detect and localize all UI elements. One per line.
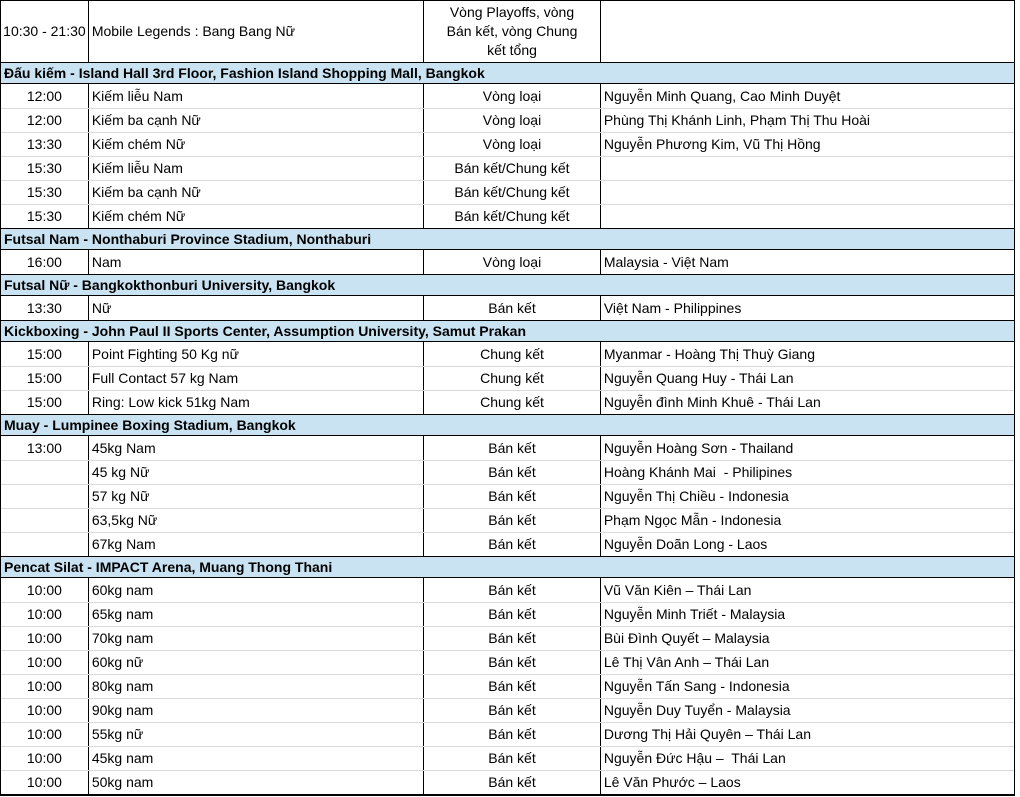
section-header-row — [1, 62, 1014, 84]
time-cell-text: 15:30 — [26, 160, 62, 176]
participants-cell-text: Lê Thị Vân Anh – Thái Lan — [603, 654, 770, 670]
round-cell-text: Bán kết — [488, 488, 536, 504]
section-title: Futsal Nam - Nonthaburi Province Stadium, Nonthaburi — [4, 231, 372, 247]
participants-cell-text: Bùi Đình Quyết – Malaysia — [603, 630, 770, 646]
round-cell-text: Bán kết — [488, 774, 536, 790]
round-cell-text: Bán kết — [488, 581, 536, 598]
round-cell — [424, 436, 601, 460]
time-cell-text: 10:00 — [26, 630, 62, 646]
participants-cell-text: Vũ Văn Kiên – Thái Lan — [603, 581, 752, 598]
event-cell — [89, 771, 424, 794]
round-cell — [424, 699, 601, 722]
table-row — [1, 484, 1014, 508]
table-row — [1, 532, 1014, 556]
time-cell — [1, 133, 89, 156]
round-cell — [424, 603, 601, 626]
round-cell — [424, 771, 601, 794]
event-cell — [89, 509, 424, 532]
participants-cell — [601, 84, 1014, 108]
participants-cell — [601, 342, 1014, 366]
time-cell-text: 15:00 — [26, 345, 62, 362]
participants-cell — [601, 578, 1014, 602]
time-cell-text: 13:30 — [26, 299, 62, 316]
round-cell — [424, 675, 601, 698]
event-cell — [89, 1, 424, 62]
time-cell-text: 12:00 — [26, 112, 62, 128]
event-cell-text: 45 kg Nữ — [91, 464, 150, 480]
event-cell-text: Kiếm chém Nữ — [91, 136, 186, 152]
participants-cell-text: Việt Nam - Philippines — [603, 299, 742, 316]
event-cell — [89, 342, 424, 366]
time-cell — [1, 747, 89, 770]
event-cell-text: Ring: Low kick 51kg Nam — [91, 394, 250, 410]
event-cell-text: Kiếm liễu Nam — [91, 160, 183, 176]
round-cell — [424, 181, 601, 204]
time-cell — [1, 296, 89, 320]
table-row — [1, 250, 1014, 274]
event-cell — [89, 485, 424, 508]
event-cell-text: 90kg nam — [91, 702, 154, 718]
event-cell — [89, 699, 424, 722]
event-cell — [89, 205, 424, 228]
table-row — [1, 770, 1014, 794]
participants-cell — [601, 181, 1014, 204]
time-cell — [1, 367, 89, 390]
table-row — [1, 108, 1014, 132]
table-row — [1, 156, 1014, 180]
time-cell-text: 10:00 — [26, 581, 62, 598]
round-cell-text: Chung kết — [480, 345, 544, 362]
participants-cell-text: Nguyễn Minh Quang, Cao Minh Duyệt — [603, 87, 841, 104]
event-cell-text: Nữ — [91, 299, 112, 316]
time-cell — [1, 485, 89, 508]
table-row — [1, 674, 1014, 698]
section-title: Muay - Lumpinee Boxing Stadium, Bangkok — [4, 417, 296, 433]
event-cell — [89, 181, 424, 204]
time-cell-text: 13:30 — [26, 136, 62, 152]
time-cell — [1, 723, 89, 746]
time-cell — [1, 181, 89, 204]
time-cell — [1, 1, 89, 62]
time-cell — [1, 578, 89, 602]
event-cell-text: 60kg nam — [91, 581, 154, 598]
time-cell — [1, 509, 89, 532]
round-cell-text: Bán kết — [488, 536, 536, 552]
participants-cell-text: Nguyễn Hoàng Sơn - Thailand — [603, 439, 794, 456]
round-cell-text: Bán kết — [488, 606, 536, 622]
round-cell — [424, 461, 601, 484]
participants-cell — [601, 747, 1014, 770]
table-row — [1, 436, 1014, 460]
table-row — [1, 460, 1014, 484]
time-cell-text: 15:30 — [26, 184, 62, 200]
participants-cell-text: Nguyễn Minh Triết - Malaysia — [603, 606, 786, 622]
table-row — [1, 650, 1014, 674]
participants-cell-text: Lê Văn Phước – Laos — [603, 774, 741, 790]
event-cell-text: 45kg Nam — [91, 439, 156, 456]
round-cell-text: Bán kết — [488, 299, 536, 316]
event-cell — [89, 723, 424, 746]
table-row — [1, 366, 1014, 390]
time-cell — [1, 533, 89, 556]
section-title: Futsal Nữ - Bangkokthonburi University, Bangkok — [4, 277, 336, 293]
table-row — [1, 722, 1014, 746]
participants-cell-text: Hoàng Khánh Mai - Philipines — [603, 464, 793, 480]
round-cell — [424, 533, 601, 556]
table-row — [1, 180, 1014, 204]
event-cell — [89, 578, 424, 602]
round-cell-text: Bán kết — [488, 439, 536, 456]
participants-cell-text: Malaysia - Việt Nam — [603, 253, 729, 270]
event-cell — [89, 675, 424, 698]
participants-cell — [601, 533, 1014, 556]
participants-cell — [601, 157, 1014, 180]
section-header-row — [1, 556, 1014, 578]
event-cell-text: 60kg nữ — [91, 654, 144, 670]
round-cell — [424, 342, 601, 366]
round-cell — [424, 157, 601, 180]
time-cell — [1, 157, 89, 180]
event-cell — [89, 296, 424, 320]
event-cell — [89, 533, 424, 556]
participants-cell-text: Phạm Ngọc Mẫn - Indonesia — [603, 512, 782, 528]
time-cell-text: 16:00 — [26, 253, 62, 270]
time-cell-text: 12:00 — [26, 87, 62, 104]
event-cell — [89, 109, 424, 132]
table-row — [1, 390, 1014, 414]
round-cell — [424, 205, 601, 228]
time-cell — [1, 461, 89, 484]
round-cell-text: Vòng loại — [482, 87, 542, 104]
participants-cell — [601, 627, 1014, 650]
time-cell — [1, 84, 89, 108]
participants-cell-text: Myanmar - Hoàng Thị Thuỳ Giang — [603, 345, 815, 362]
participants-cell — [601, 109, 1014, 132]
table-row — [1, 204, 1014, 228]
time-cell — [1, 603, 89, 626]
event-cell — [89, 367, 424, 390]
table-row — [1, 1, 1014, 62]
event-cell-text: 45kg nam — [91, 750, 154, 766]
round-cell-text: Vòng Playoffs, vòng Bán kết, vòng Chung kết tổng — [446, 4, 582, 58]
event-cell — [89, 157, 424, 180]
participants-cell — [601, 250, 1014, 274]
round-cell — [424, 250, 601, 274]
round-cell-text: Bán kết — [488, 750, 536, 766]
round-cell-text: Bán kết/Chung kết — [454, 160, 570, 176]
participants-cell — [601, 205, 1014, 228]
participants-cell — [601, 485, 1014, 508]
time-cell-text: 10:00 — [26, 606, 62, 622]
event-cell-text: 57 kg Nữ — [91, 488, 150, 504]
round-cell-text: Bán kết — [488, 726, 536, 742]
table-row — [1, 698, 1014, 722]
event-cell — [89, 603, 424, 626]
time-cell-text: 10:30 - 21:30 — [3, 23, 86, 39]
table-row — [1, 508, 1014, 532]
section-header-row — [1, 320, 1014, 342]
participants-cell-text: Nguyễn Thị Chiều - Indonesia — [603, 488, 789, 504]
time-cell — [1, 436, 89, 460]
section-title: Đấu kiếm - Island Hall 3rd Floor, Fashion Island Shopping Mall, Bangkok — [4, 65, 485, 81]
participants-cell — [601, 391, 1014, 414]
event-cell — [89, 651, 424, 674]
round-cell — [424, 747, 601, 770]
time-cell-text: 15:00 — [26, 394, 62, 410]
round-cell — [424, 1, 601, 62]
participants-cell-text: Nguyễn Tấn Sang - Indonesia — [603, 678, 790, 694]
section-title: Kickboxing - John Paul II Sports Center, Assumption University, Samut Prakan — [4, 323, 526, 339]
section-header-row — [1, 228, 1014, 250]
event-cell-text: Full Contact 57 kg Nam — [91, 370, 239, 386]
participants-cell-text: Nguyễn Duy Tuyển - Malaysia — [603, 702, 791, 718]
time-cell — [1, 250, 89, 274]
event-cell-text: Point Fighting 50 Kg nữ — [91, 345, 239, 362]
round-cell — [424, 391, 601, 414]
round-cell-text: Bán kết — [488, 678, 536, 694]
round-cell-text: Vòng loại — [482, 112, 542, 128]
event-cell-text: 65kg nam — [91, 606, 154, 622]
participants-cell — [601, 1, 1014, 62]
event-cell-text: 67kg Nam — [91, 536, 156, 552]
event-cell — [89, 133, 424, 156]
participants-cell — [601, 723, 1014, 746]
table-row — [1, 132, 1014, 156]
round-cell-text: Bán kết — [488, 702, 536, 718]
time-cell — [1, 771, 89, 794]
event-cell-text: Nam — [91, 253, 122, 270]
time-cell — [1, 699, 89, 722]
event-cell-text: 80kg nam — [91, 678, 154, 694]
participants-cell-text: Phùng Thị Khánh Linh, Phạm Thị Thu Hoài — [603, 112, 871, 128]
time-cell-text: 10:00 — [26, 678, 62, 694]
participants-cell-text: Nguyễn đình Minh Khuê - Thái Lan — [603, 394, 821, 410]
participants-cell — [601, 675, 1014, 698]
table-row — [1, 84, 1014, 108]
time-cell-text: 10:00 — [26, 654, 62, 670]
time-cell-text: 13:00 — [26, 439, 62, 456]
participants-cell — [601, 603, 1014, 626]
participants-cell — [601, 651, 1014, 674]
round-cell — [424, 578, 601, 602]
time-cell — [1, 205, 89, 228]
event-cell — [89, 461, 424, 484]
event-cell-text: Mobile Legends : Bang Bang Nữ — [91, 23, 295, 39]
table-row — [1, 296, 1014, 320]
event-cell-text: 63,5kg Nữ — [91, 512, 158, 528]
round-cell-text: Chung kết — [480, 394, 544, 410]
round-cell — [424, 509, 601, 532]
table-row — [1, 746, 1014, 770]
participants-cell-text: Dương Thị Hải Quyên – Thái Lan — [603, 726, 811, 742]
time-cell-text: 10:00 — [26, 702, 62, 718]
event-cell — [89, 747, 424, 770]
participants-cell — [601, 296, 1014, 320]
round-cell-text: Vòng loại — [482, 136, 542, 152]
round-cell — [424, 296, 601, 320]
round-cell — [424, 627, 601, 650]
time-cell — [1, 391, 89, 414]
round-cell — [424, 485, 601, 508]
event-cell — [89, 436, 424, 460]
event-cell-text: 50kg nam — [91, 774, 154, 790]
event-cell — [89, 250, 424, 274]
time-cell — [1, 675, 89, 698]
section-title: Pencat Silat - IMPACT Arena, Muang Thong Thani — [4, 559, 333, 575]
participants-cell-text: Nguyễn Doãn Long - Laos — [603, 536, 768, 552]
event-cell-text: Kiếm chém Nữ — [91, 208, 186, 224]
round-cell — [424, 133, 601, 156]
round-cell — [424, 651, 601, 674]
time-cell — [1, 109, 89, 132]
round-cell-text: Bán kết — [488, 512, 536, 528]
event-cell-text: Kiếm liễu Nam — [91, 87, 183, 104]
round-cell — [424, 367, 601, 390]
round-cell — [424, 723, 601, 746]
table-row — [1, 342, 1014, 366]
time-cell-text: 15:30 — [26, 208, 62, 224]
participants-cell — [601, 509, 1014, 532]
event-cell-text: Kiếm ba cạnh Nữ — [91, 112, 201, 128]
time-cell-text: 10:00 — [26, 774, 62, 790]
participants-cell-text: Nguyễn Đức Hậu – Thái Lan — [603, 750, 786, 766]
time-cell — [1, 651, 89, 674]
round-cell-text: Bán kết — [488, 464, 536, 480]
time-cell-text: 10:00 — [26, 750, 62, 766]
participants-cell — [601, 133, 1014, 156]
time-cell-text: 15:00 — [26, 370, 62, 386]
section-header-row — [1, 414, 1014, 436]
participants-cell-text: Nguyễn Quang Huy - Thái Lan — [603, 370, 794, 386]
participants-cell — [601, 436, 1014, 460]
event-cell-text: Kiếm ba cạnh Nữ — [91, 184, 201, 200]
event-cell-text: 55kg nữ — [91, 726, 144, 742]
event-cell — [89, 84, 424, 108]
time-cell-text: 10:00 — [26, 726, 62, 742]
table-row — [1, 626, 1014, 650]
round-cell-text: Bán kết/Chung kết — [454, 184, 570, 200]
participants-cell-text: Nguyễn Phương Kim, Vũ Thị Hồng — [603, 136, 821, 152]
round-cell-text: Bán kết — [488, 630, 536, 646]
participants-cell — [601, 461, 1014, 484]
event-cell-text: 70kg nam — [91, 630, 154, 646]
table-row — [1, 578, 1014, 602]
round-cell-text: Vòng loại — [482, 253, 542, 270]
round-cell — [424, 109, 601, 132]
section-header-row — [1, 274, 1014, 296]
event-cell — [89, 391, 424, 414]
round-cell-text: Bán kết/Chung kết — [454, 208, 570, 224]
time-cell — [1, 342, 89, 366]
time-cell — [1, 627, 89, 650]
round-cell-text: Bán kết — [488, 654, 536, 670]
table-row — [1, 602, 1014, 626]
round-cell — [424, 84, 601, 108]
participants-cell — [601, 771, 1014, 794]
participants-cell — [601, 699, 1014, 722]
round-cell-text: Chung kết — [480, 370, 544, 386]
event-cell — [89, 627, 424, 650]
participants-cell — [601, 367, 1014, 390]
